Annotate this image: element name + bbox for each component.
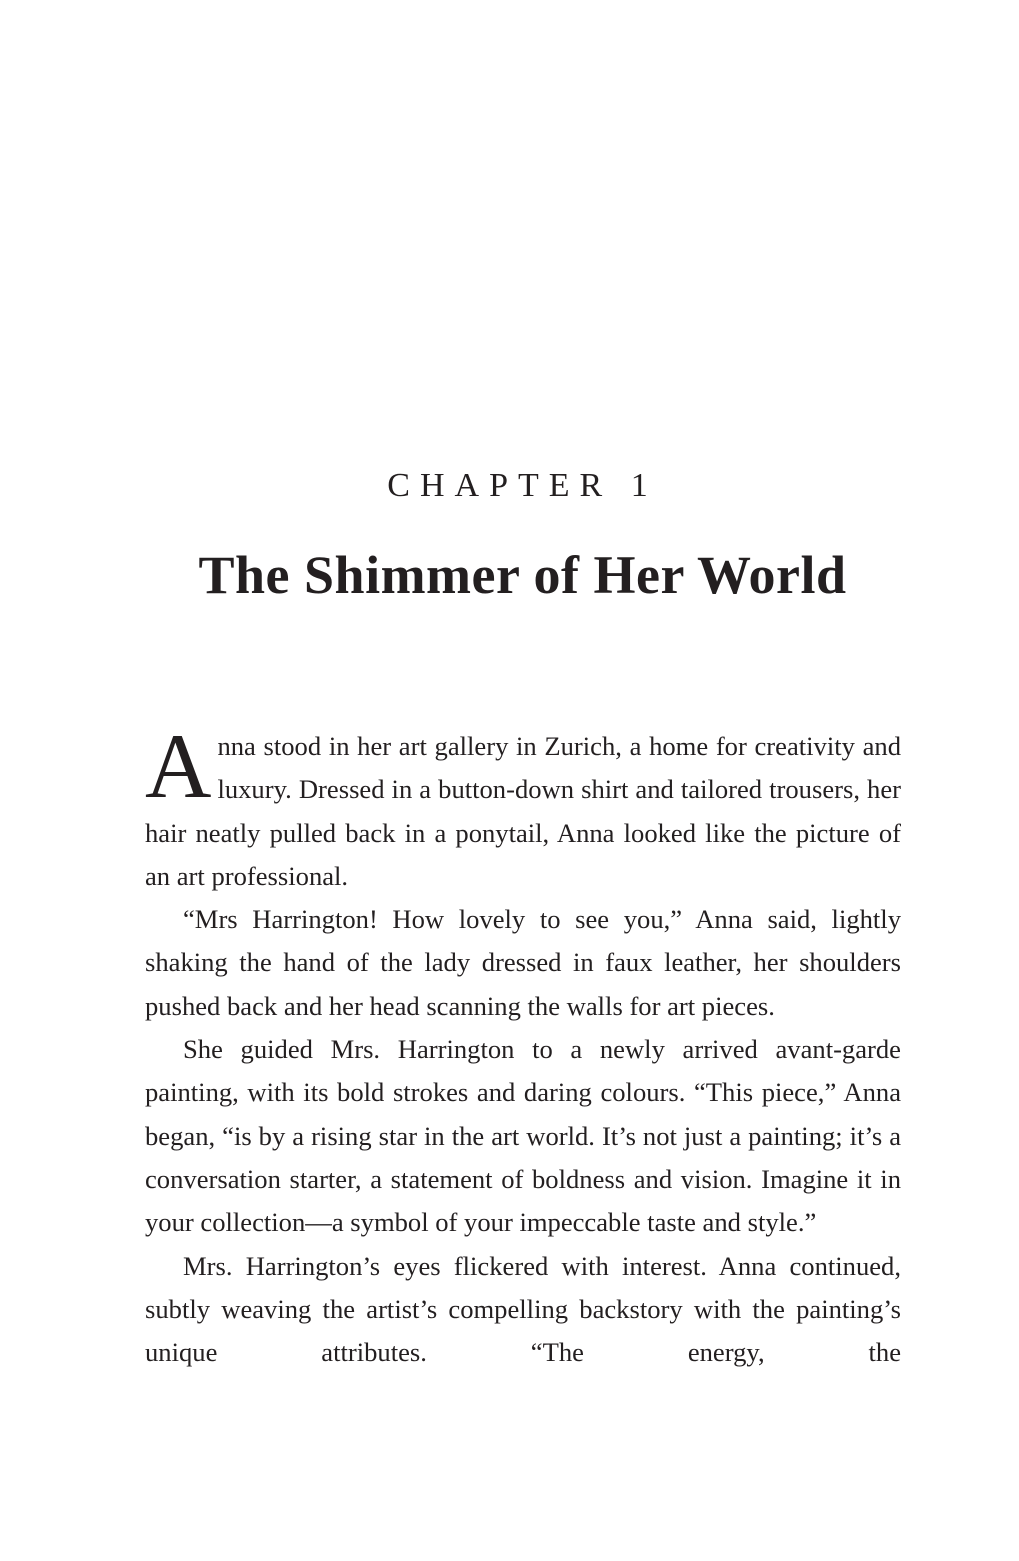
paragraph-2 bbox=[145, 898, 901, 1028]
paragraph-4 bbox=[145, 1245, 901, 1375]
paragraph-text: “Mrs Harrington! How lovely to see you,” Anna said, lightly shaking the hand of the lady dressed in faux leather, her shoulders pushed back and her head scanning the walls for art pieces. bbox=[145, 904, 901, 1021]
chapter-body bbox=[145, 715, 901, 1374]
paragraph-3 bbox=[145, 1028, 901, 1244]
chapter-title: The Shimmer of Her World bbox=[198, 545, 847, 605]
drop-cap: A bbox=[145, 715, 212, 817]
paragraph-text: She guided Mrs. Harrington to a newly arrived avant-garde painting, with its bold strokes and daring colours. “This piece,” Anna began, “is by a rising star in the art world. It’s not just a painting; it’s a conversation starter, a statement of boldness and vision. Imagine it in your collection—a symbol of your impeccable taste and style.” bbox=[145, 1034, 901, 1238]
chapter-label: CHAPTER 1 bbox=[387, 467, 658, 504]
paragraph-1 bbox=[145, 715, 901, 898]
paragraph-text: Mrs. Harrington’s eyes flickered with interest. Anna continued, subtly weaving the artist’s compelling backstory with the painting’s unique attributes. “The energy, the bbox=[145, 1250, 901, 1368]
paragraph-text: nna stood in her art gallery in Zurich, a home for creativity and luxury. Dressed in a button-down shirt and tailored trousers, her hair neatly pulled back in a ponytail, Anna looked like the picture of an art professional. bbox=[145, 731, 901, 891]
